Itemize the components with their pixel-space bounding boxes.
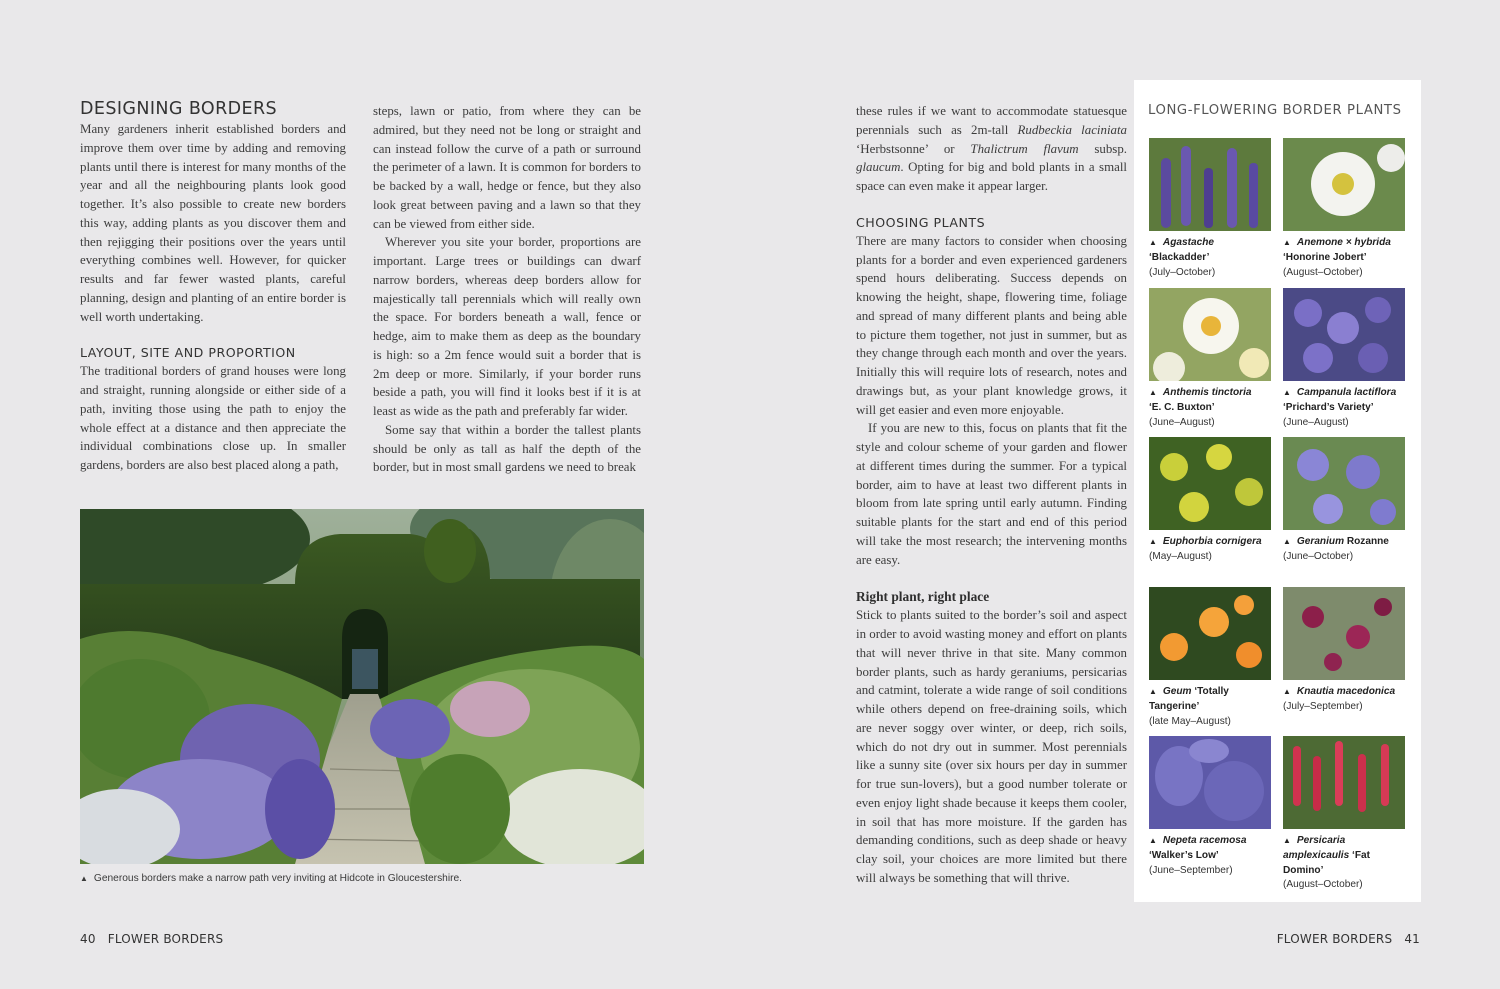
triangle-icon: ▲ bbox=[80, 874, 88, 883]
campanula-photo bbox=[1283, 288, 1405, 381]
right-plant-heading: Right plant, right place bbox=[856, 589, 990, 605]
col2-paragraph-2: Wherever you site your border, proportions are important. Large trees or buildings can dwarf narrow borders, whereas deep borders allow for majestically tall perennials which will really own the space. For borders beneath a wall, fence or hedge, aim to make them as deep as the boundary is high: so a 2m fence would suit a border that is 2m deep or more. Similarly, if your border runs beside a path, you will find it looks best if it is at least as wide as the path and preferably far wider. bbox=[373, 235, 641, 418]
geranium-photo bbox=[1283, 437, 1405, 530]
plant-label-1: ▲ Agastache ‘Blackadder’ (July–October) bbox=[1149, 237, 1216, 278]
agastache-photo bbox=[1149, 138, 1271, 231]
layout-paragraph: The traditional borders of grand houses were long and straight, running alongside or either side of a path, inviting those using the path to enjoy the whole effect at a distance and then appreciate the individual combinations close up. In smaller gardens, borders are also best placed along a path, bbox=[80, 364, 346, 472]
plant-label-6: ▲ Geranium Rozanne (June–October) bbox=[1283, 536, 1389, 562]
plant-label-5: ▲ Euphorbia cornigera (May–August) bbox=[1149, 536, 1262, 562]
knautia-photo bbox=[1283, 587, 1405, 680]
persicaria-photo bbox=[1283, 736, 1405, 829]
col2-paragraph-3: Some say that within a border the tallest plants should be only as tall as half the depth of the border, but in most small gardens we need to break bbox=[373, 422, 641, 475]
col3-paragraph-2: There are many factors to consider when choosing plants for a border and even experienced gardeners spend hours deliberating. Success depends on knowing the height, shape, flowering time, foliage and spread of many different plants and being able to picture them together, not just in summer, but as they change through each month and over the years. Initially this will require lots of research, notes and drawings but, as your plant knowledge grows, it will get easier and even more enjoyable. bbox=[856, 233, 1127, 417]
garden-photo bbox=[80, 509, 644, 864]
geum-photo bbox=[1149, 587, 1271, 680]
garden-photo-illustration bbox=[80, 509, 644, 864]
right-page-number: 41 bbox=[1404, 932, 1420, 946]
nepeta-photo bbox=[1149, 736, 1271, 829]
left-page-number: 40 bbox=[80, 932, 96, 946]
col3-paragraph-1: these rules if we want to accommodate statuesque perennials such as 2m-tall Rudbeckia laciniata ‘Herbstsonne’ or Thalictrum flavum subsp. glaucum. Opting for big and bold plants in a small space can even make it appear larger. bbox=[856, 104, 1127, 193]
layout-subheading: LAYOUT, SITE AND PROPORTION bbox=[80, 345, 296, 361]
left-column-1 bbox=[80, 98, 346, 475]
plant-label-3: ▲ Anthemis tinctoria ‘E. C. Buxton’ (June–August) bbox=[1149, 387, 1252, 428]
plant-label-10: ▲ Persicaria amplexicaulis ‘Fat Domino’ (August–October) bbox=[1283, 835, 1370, 891]
plant-label-7: ▲ Geum ‘Totally Tangerine’ (late May–August) bbox=[1149, 686, 1231, 727]
right-column bbox=[856, 102, 1127, 888]
left-column-2 bbox=[373, 102, 641, 477]
left-running-title: FLOWER BORDERS bbox=[107, 932, 224, 946]
anemone-photo bbox=[1283, 138, 1405, 231]
plant-label-9: ▲ Nepeta racemosa ‘Walker’s Low’ (June–September) bbox=[1149, 835, 1247, 876]
photo-caption bbox=[80, 873, 644, 884]
euphorbia-photo bbox=[1149, 437, 1271, 530]
intro-paragraph: Many gardeners inherit established borders and improve them over time by adding and removing plants until there is interest for many months of the year and all the neighbouring plants look good together. It’s also possible to create new borders this way, adding plants as you discover them and then rejigging their positions over the years until everything combines well. However, for quicker results and far fewer wasted plants, careful planning, design and planting of an entire border is well worth undertaking. bbox=[80, 122, 346, 324]
col3-paragraph-4: Stick to plants suited to the border’s soil and aspect in order to avoid wasting money and effort on plants that will never thrive in that site. Many common border plants, such as hardy geraniums, persicarias and catmint, tolerate a wide range of soil conditions while others depend on free-draining soils, which are never soggy over winter, or deep, rich soils, which do not dry out in summer. Most perennials like a sunny site (over six hours per day in summer for true sun-lovers), but a good number tolerate or even enjoy light shade because it keeps them cooler, in soil that has more moisture. If the garden has demanding conditions, such as deep shade or heavy clay soil, your choices are more limited but there will always be something that will thrive. bbox=[856, 608, 1127, 885]
right-folio bbox=[1277, 932, 1420, 946]
plant-label-4: ▲ Campanula lactiflora ‘Prichard’s Variety’ (June–August) bbox=[1283, 387, 1397, 428]
photo-caption-text: Generous borders make a narrow path very inviting at Hidcote in Gloucestershire. bbox=[93, 873, 462, 884]
left-folio bbox=[80, 932, 223, 946]
plant-label-8: ▲ Knautia macedonica (July–September) bbox=[1283, 686, 1396, 712]
col3-paragraph-3: If you are new to this, focus on plants that fit the style and colour scheme of your garden and flower at different times during the summer. For a typical border, aim to have at least two different plants in bloom from late spring until early autumn. Finding suitable plants for the start and end of this period will take the most research; the intervening months are easy. bbox=[856, 421, 1127, 567]
page-heading: DESIGNING BORDERS bbox=[80, 99, 278, 119]
right-running-title: FLOWER BORDERS bbox=[1276, 932, 1393, 946]
sidebar-title: LONG-FLOWERING BORDER PLANTS bbox=[1148, 103, 1402, 118]
choosing-plants-heading: CHOOSING PLANTS bbox=[856, 214, 986, 230]
plant-label-2: ▲ Anemone × hybrida ‘Honorine Jobert’ (August–October) bbox=[1283, 237, 1391, 278]
anthemis-photo bbox=[1149, 288, 1271, 381]
plants-sidebar bbox=[1134, 80, 1421, 902]
col2-paragraph-1: steps, lawn or patio, from where they can be admired, but they need not be long or straight and can instead follow the curve of a path or surround the perimeter of a lawn. It is common for borders to be backed by a wall, hedge or fence, but they also look great between paving and a lawn so that they can be viewed from either side. bbox=[373, 104, 641, 231]
